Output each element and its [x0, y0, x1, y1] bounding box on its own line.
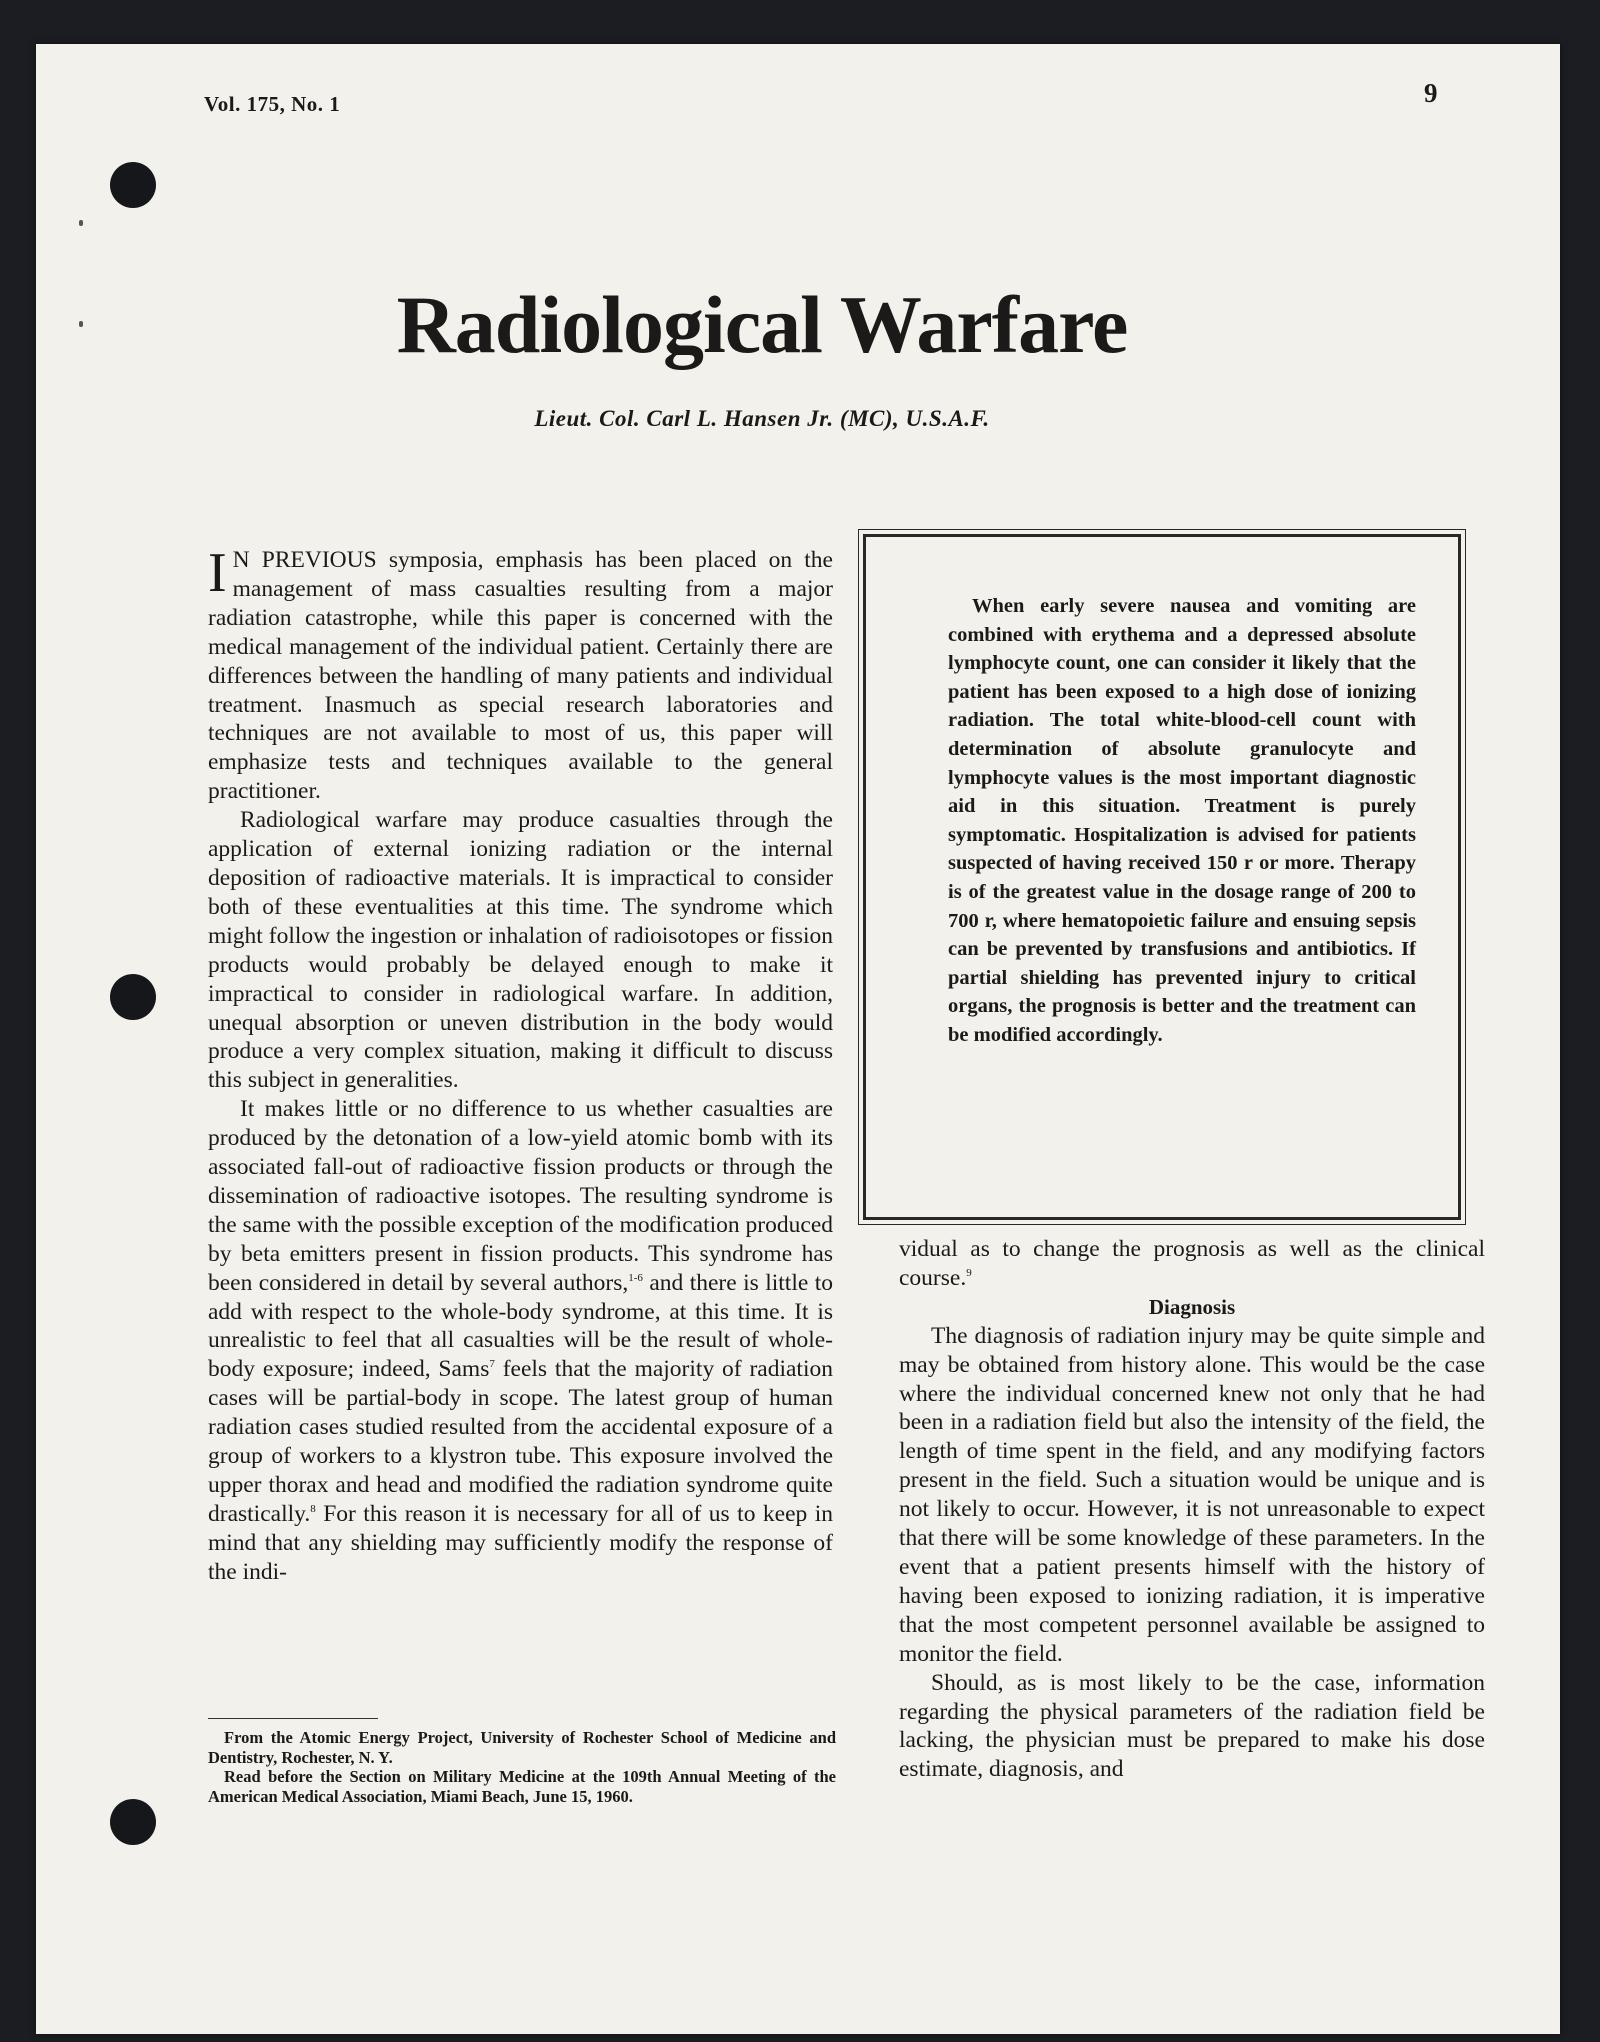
paper-speck [79, 220, 83, 226]
footnote-divider [208, 1718, 378, 1719]
paragraph: Should, as is most likely to be the case, information regarding the physical parameters of the radiation field be lacking, the physician must be prepared to make his dose estimate, diagnosis, and [899, 1669, 1485, 1783]
paragraph [208, 1095, 833, 1586]
volume-header: Vol. 175, No. 1 [204, 92, 341, 116]
paragraph-text: and there is little to add with respect to the whole-body syndrome, at this time. It is unrealistic to feel that all casualties will be the result of whole-body exposure; indeed, Sams [208, 1269, 833, 1383]
paragraph: The diagnosis of radiation injury may be quite simple and may be obtained from history alone. This would be the case where the individual concerned knew not only that he had been in a radiation field but also the intensity of the field, the length of time spent in the field, and any modifying factors present in the field. Such a situation would be unique and is not likely to occur. However, it is not unreasonable to expect that there will be some knowledge of these parameters. In the event that a patient presents himself with the history of having been exposed to ionizing radiation, it is imperative that the most competent personnel available be assigned to monitor the field. [899, 1322, 1485, 1667]
article-title: Radiological Warfare [396, 279, 1128, 370]
section-heading-diagnosis: Diagnosis [1148, 1294, 1236, 1319]
left-column [208, 542, 833, 1587]
page-number: 9 [1424, 78, 1438, 108]
summary-text [948, 592, 1416, 1050]
binder-hole-middle [110, 974, 156, 1020]
paragraph: Radiological warfare may produce casualties through the application of external ionizing radiation or the internal deposition of radioactive materials. It is impractical to consider both of these eventualities at this time. The syndrome which might follow the ingestion or inhalation of radioisotopes or fission products would probably be delayed enough to make it impractical to consider in radiological warfare. In addition, unequal absorption or uneven distribution in the body would produce a very complex situation, making it difficult to discuss this subject in generalities. [208, 807, 833, 1094]
footnote: From the Atomic Energy Project, University of Rochester School of Medicine and Dentistry, Rochester, N. Y. [208, 1728, 836, 1767]
paragraph-text: It makes little or no difference to us whether casualties are produced by the detonation of a low-yield atomic bomb with its associated fall-out of radioactive fission products or through the dissemination of radioactive isotopes. The resulting syndrome is the same with the possible exception of the modification produced by beta emitters present in fission products. This syndrome has been considered in detail by several authors, [208, 1096, 833, 1296]
paragraph-text: feels that the majority of radiation cases will be partial-body in scope. The latest group of human radiation cases studied resulted from the accidental exposure of a group of workers to a klystron tube. This exposure involved the upper thorax and head and modified the radiation syndrome quite drastically. [208, 1356, 833, 1527]
citation-ref: 1-6 [628, 1271, 643, 1284]
paragraph [899, 1235, 1485, 1293]
summary-paragraph: When early severe nausea and vomiting are combined with erythema and a depressed absolute lymphocyte count, one can consider it likely that the patient has been exposed to a high dose of ionizing radiation. The total white-blood-cell count with determination of absolute granulocyte and lymphocyte values is the most important diagnostic aid in this situation. Treatment is purely symptomatic. Hospitalization is advised for patients suspected of having received 150 r or more. Therapy is of the greatest value in the dosage range of 200 to 700 r, where hematopoietic failure and ensuing sepsis can be prevented by transfusions and antibiotics. If partial shielding has prevented injury to critical organs, the prognosis is better and the treatment can be modified accordingly. [948, 595, 1416, 1046]
drop-cap: I [208, 542, 227, 604]
binder-hole-top [110, 162, 156, 208]
footnotes [208, 1728, 836, 1806]
paragraph-text: vidual as to change the prognosis as well as the clinical course. [899, 1236, 1485, 1291]
binder-hole-bottom [110, 1799, 156, 1845]
paragraph-text: N PREVIOUS symposia, emphasis has been placed on the management of mass casualties resulting from a major radiation catastrophe, while this paper is concerned with the medical management of the individual patient. Certainly there are differences between the handling of many patients and individual treatment. Inasmuch as special research laboratories and techniques are not available to most of us, this paper will emphasize tests and techniques available to the general practitioner. [208, 547, 833, 805]
article-author: Lieut. Col. Carl L. Hansen Jr. (MC), U.S.A.F. [534, 406, 990, 431]
citation-ref: 7 [489, 1358, 495, 1371]
citation-ref: 8 [310, 1503, 316, 1516]
citation-ref: 9 [966, 1267, 972, 1280]
paragraph-text: For this reason it is necessary for all of us to keep in mind that any shielding may sufficiently modify the response of the indi- [208, 1500, 833, 1585]
footnote: Read before the Section on Military Medicine at the 109th Annual Meeting of the American Medical Association, Miami Beach, June 15, 1960. [208, 1767, 836, 1806]
right-column [899, 1235, 1485, 1784]
paragraph [208, 542, 833, 806]
